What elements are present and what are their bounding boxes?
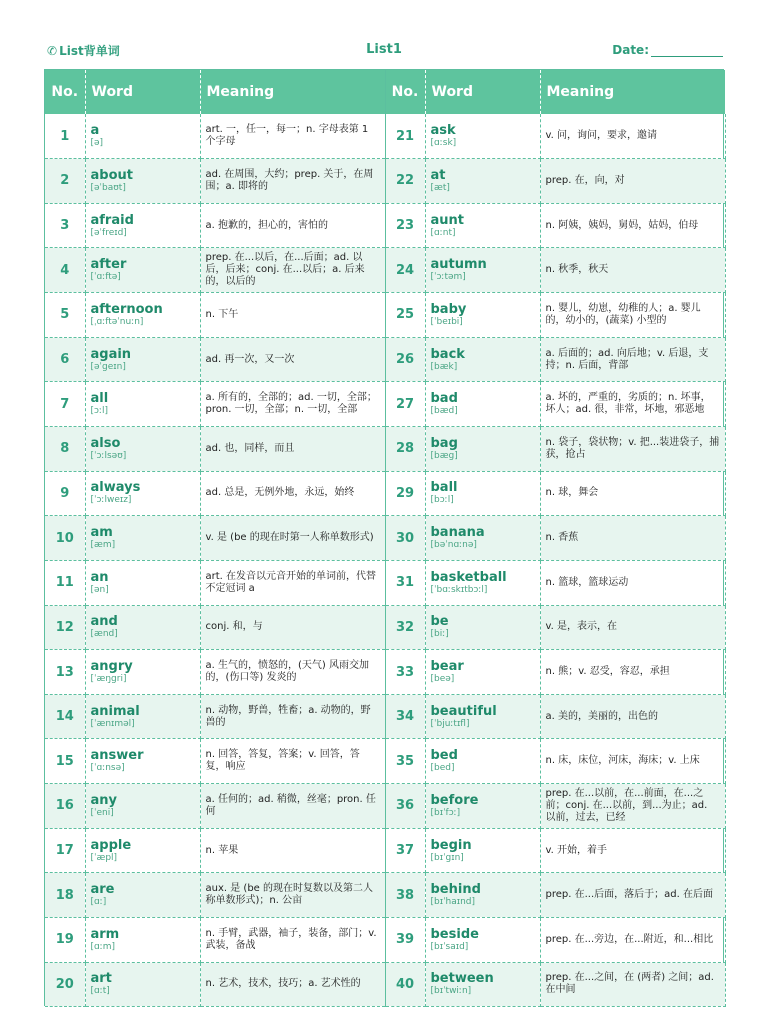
phonetic-text: [ˈeni] — [90, 807, 114, 818]
word-cell — [425, 873, 540, 918]
table-row — [45, 650, 725, 695]
meaning-text: n. 下午 — [205, 308, 239, 320]
word-number: 30 — [385, 516, 425, 561]
meaning-cell — [200, 471, 385, 516]
meaning-text: prep. 在...以后，在...后面；ad. 以后，后来；conj. 在...以后；a. 后来的，以后的 — [205, 252, 365, 288]
word-cell — [425, 248, 540, 293]
word-number: 38 — [385, 873, 425, 918]
meaning-text: art. 在发音以元音开始的单词前，代替不定冠词 a — [205, 570, 377, 594]
word-cell — [85, 605, 200, 650]
word-cell — [425, 114, 540, 159]
phonetic-text: [bɪˈgɪn] — [430, 852, 464, 863]
word-text: am — [90, 525, 113, 541]
table-row — [45, 203, 725, 248]
word-text: again — [90, 346, 132, 362]
col-header-no: No. — [385, 70, 425, 114]
word-number: 39 — [385, 918, 425, 963]
phonetic-text: [ˈbɑːskɪtbɔːl] — [430, 584, 488, 595]
word-number: 25 — [385, 293, 425, 338]
meaning-cell — [200, 516, 385, 561]
word-number: 36 — [385, 784, 425, 829]
phonetic-text: [bɪˈtwiːn] — [430, 986, 472, 997]
word-text: about — [90, 167, 133, 183]
meaning-cell — [540, 159, 725, 204]
meaning-text: a. 抱歉的，担心的，害怕的 — [205, 219, 328, 231]
table-row — [45, 784, 725, 829]
phonetic-text: [ˈæŋgri] — [90, 674, 127, 684]
meaning-cell — [200, 114, 385, 159]
word-cell — [425, 337, 540, 382]
phonetic-text: [ˈɔːtəm] — [430, 272, 466, 283]
word-text: beside — [430, 926, 479, 942]
word-cell — [425, 828, 540, 873]
phonetic-text: [ɔːl] — [90, 406, 108, 417]
word-cell — [85, 114, 200, 159]
word-number: 33 — [385, 650, 425, 695]
word-number: 8 — [45, 426, 85, 471]
word-number: 18 — [45, 873, 85, 918]
meaning-cell — [540, 918, 725, 963]
word-number: 1 — [45, 114, 85, 159]
word-text: always — [90, 480, 141, 496]
meaning-cell — [540, 337, 725, 382]
table-row — [45, 694, 725, 739]
word-cell — [85, 873, 200, 918]
word-cell — [85, 426, 200, 471]
brand-label: List背单词 — [59, 44, 120, 58]
table-header-row — [45, 70, 725, 114]
word-text: bag — [430, 435, 458, 451]
word-text: banana — [430, 525, 485, 541]
word-number: 27 — [385, 382, 425, 427]
word-text: beautiful — [430, 703, 497, 719]
phonetic-text: [bæk] — [430, 361, 458, 372]
meaning-cell — [200, 293, 385, 338]
meaning-cell — [540, 560, 725, 605]
word-cell — [425, 293, 540, 338]
word-cell — [425, 560, 540, 605]
meaning-text: n. 婴儿，幼崽，幼稚的人；a. 婴儿的，幼小的，(蔬菜) 小型的 — [545, 302, 701, 326]
page-header — [0, 0, 768, 70]
meaning-text: a. 后面的；ad. 向后地；v. 后退，支持；n. 后面，背部 — [545, 347, 709, 371]
word-cell — [85, 828, 200, 873]
word-text: before — [430, 792, 479, 808]
word-number: 22 — [385, 159, 425, 204]
table-row — [45, 739, 725, 784]
meaning-text: n. 袋子，袋状物；v. 把...装进袋子，捕获，抢占 — [545, 436, 720, 460]
col-header-meaning: Meaning — [200, 70, 385, 114]
word-text: aunt — [430, 212, 464, 228]
meaning-cell — [540, 203, 725, 248]
word-text: between — [430, 971, 494, 987]
table-row — [45, 605, 725, 650]
col-header-word: Word — [425, 70, 540, 114]
word-number: 4 — [45, 248, 85, 293]
word-text: ball — [430, 480, 458, 496]
word-text: bed — [430, 748, 458, 764]
word-cell — [425, 471, 540, 516]
meaning-text: a. 美的，美丽的，出色的 — [545, 710, 658, 722]
word-number: 20 — [45, 962, 85, 1007]
meaning-text: prep. 在...以前，在...前面，在...之前；conj. 在...以前，到...为止；ad. 以前，过去，已经 — [545, 787, 708, 823]
phone-icon: ✆ — [47, 44, 58, 58]
phonetic-text: [əˈbaʊt] — [90, 182, 126, 193]
vocab-table — [44, 69, 724, 1006]
meaning-cell — [200, 248, 385, 293]
table-row — [45, 426, 725, 471]
word-cell — [425, 382, 540, 427]
meaning-cell — [200, 203, 385, 248]
word-cell — [85, 694, 200, 739]
word-text: arm — [90, 926, 120, 942]
meaning-text: n. 香蕉 — [545, 532, 579, 544]
word-text: bad — [430, 391, 458, 407]
meaning-cell — [540, 650, 725, 695]
meaning-cell — [540, 739, 725, 784]
meaning-cell — [540, 828, 725, 873]
meaning-text: ad. 在周围，大约；prep. 关于，在周围；a. 即将的 — [205, 168, 374, 192]
phonetic-text: [ˈbjuːtɪfl] — [430, 718, 470, 729]
word-cell — [425, 918, 540, 963]
phonetic-text: [əˈgeɪn] — [90, 361, 126, 372]
table-row — [45, 114, 725, 159]
col-header-meaning: Meaning — [540, 70, 725, 114]
phonetic-text: [ˈɔːlsəʊ] — [90, 450, 127, 461]
meaning-text: conj. 和，与 — [205, 621, 263, 633]
word-text: all — [90, 391, 109, 407]
word-cell — [425, 426, 540, 471]
word-text: afternoon — [90, 301, 163, 317]
meaning-cell — [540, 426, 725, 471]
table-row — [45, 962, 725, 1007]
word-number: 21 — [385, 114, 425, 159]
meaning-cell — [200, 918, 385, 963]
word-number: 28 — [385, 426, 425, 471]
word-number: 11 — [45, 560, 85, 605]
table-row — [45, 248, 725, 293]
table-row — [45, 471, 725, 516]
word-number: 9 — [45, 471, 85, 516]
meaning-text: v. 是 (be 的现在时第一人称单数形式) — [205, 532, 374, 544]
word-text: art — [90, 971, 112, 987]
phonetic-text: [bɪˈhaɪnd] — [430, 897, 476, 908]
meaning-text: n. 艺术，技术，技巧；a. 艺术性的 — [205, 978, 361, 990]
meaning-text: n. 球，舞会 — [545, 487, 599, 499]
word-text: angry — [90, 659, 133, 674]
meaning-cell — [200, 694, 385, 739]
word-cell — [85, 471, 200, 516]
meaning-text: prep. 在...之间，在 (两者) 之间；ad. 在中间 — [545, 972, 714, 996]
phonetic-text: [ən] — [90, 584, 109, 595]
phonetic-text: [ɑː] — [90, 897, 107, 908]
meaning-text: v. 问，询问，要求，邀请 — [545, 130, 657, 142]
meaning-cell — [540, 873, 725, 918]
word-cell — [85, 516, 200, 561]
meaning-cell — [540, 516, 725, 561]
meaning-cell — [200, 873, 385, 918]
word-cell — [85, 337, 200, 382]
meaning-text: n. 动物，野兽，牲畜；a. 动物的，野兽的 — [205, 704, 371, 728]
word-number: 34 — [385, 694, 425, 739]
meaning-text: ad. 总是，无例外地，永远，始终 — [205, 487, 355, 499]
word-number: 26 — [385, 337, 425, 382]
word-number: 6 — [45, 337, 85, 382]
word-number: 15 — [45, 739, 85, 784]
word-text: autumn — [430, 257, 487, 273]
meaning-cell — [200, 739, 385, 784]
word-cell — [85, 248, 200, 293]
phonetic-text: [əˈfreɪd] — [90, 227, 127, 238]
meaning-cell — [200, 784, 385, 829]
meaning-text: n. 熊；v. 忍受，容忍，承担 — [545, 666, 670, 677]
word-cell — [425, 159, 540, 204]
meaning-cell — [540, 471, 725, 516]
phonetic-text: [ˈɑːftə] — [90, 272, 121, 283]
word-number: 16 — [45, 784, 85, 829]
word-text: a — [90, 123, 100, 139]
word-cell — [425, 650, 540, 695]
meaning-cell — [540, 382, 725, 427]
meaning-text: v. 开始，着手 — [545, 844, 607, 856]
table-row — [45, 828, 725, 873]
word-text: animal — [90, 703, 140, 719]
word-cell — [425, 203, 540, 248]
phonetic-text: [ɑːm] — [90, 941, 116, 952]
word-cell — [85, 739, 200, 784]
phonetic-text: [æt] — [430, 182, 450, 193]
word-number: 2 — [45, 159, 85, 204]
meaning-text: ad. 再一次，又一次 — [205, 353, 295, 365]
word-number: 40 — [385, 962, 425, 1007]
phonetic-text: [ˈæpl] — [90, 852, 118, 863]
word-cell — [425, 784, 540, 829]
meaning-text: art. 一，任一，每一；n. 字母表第 1 个字母 — [205, 124, 369, 148]
meaning-text: v. 是，表示，在 — [545, 621, 617, 633]
meaning-text: a. 生气的，愤怒的，(天气) 风雨交加的，(伤口等) 发炎的 — [205, 660, 369, 683]
meaning-text: prep. 在...后面，落后于；ad. 在后面 — [545, 889, 713, 901]
date-blank-line — [651, 44, 723, 57]
meaning-cell — [200, 560, 385, 605]
meaning-text: prep. 在...旁边，在...附近，和...相比 — [545, 933, 714, 945]
word-text: an — [90, 569, 109, 585]
meaning-cell — [540, 114, 725, 159]
word-text: ask — [430, 123, 456, 139]
meaning-cell — [540, 962, 725, 1007]
word-text: are — [90, 882, 115, 898]
meaning-cell — [200, 605, 385, 650]
date-label: Date: — [612, 43, 649, 57]
word-text: back — [430, 346, 465, 362]
meaning-text: n. 回答，答复，答案；v. 回答，答复，响应 — [205, 749, 360, 773]
table-row — [45, 516, 725, 561]
word-cell — [85, 650, 200, 695]
table-row — [45, 337, 725, 382]
phonetic-text: [bed] — [430, 763, 455, 774]
meaning-text: ad. 也，同样，而且 — [205, 442, 295, 454]
word-number: 5 — [45, 293, 85, 338]
meaning-text: n. 阿姨，姨妈，舅妈，姑妈，伯母 — [545, 219, 699, 231]
meaning-text: n. 床，床位，河床，海床；v. 上床 — [545, 755, 700, 767]
word-text: any — [90, 792, 118, 808]
table-row — [45, 873, 725, 918]
word-text: baby — [430, 301, 467, 317]
phonetic-text: [bəˈnɑːnə] — [430, 540, 477, 551]
word-number: 31 — [385, 560, 425, 605]
word-number: 29 — [385, 471, 425, 516]
word-cell — [425, 516, 540, 561]
word-cell — [85, 382, 200, 427]
word-text: bear — [430, 659, 464, 674]
meaning-cell — [200, 337, 385, 382]
phonetic-text: [bæd] — [430, 406, 458, 417]
phonetic-text: [ˌɑːftəˈnuːn] — [90, 316, 144, 327]
meaning-text: n. 手臂，武器，袖子，装备，部门；v. 武装，备战 — [205, 927, 377, 951]
word-cell — [425, 694, 540, 739]
word-number: 23 — [385, 203, 425, 248]
meaning-cell — [540, 605, 725, 650]
meaning-cell — [540, 784, 725, 829]
word-cell — [425, 739, 540, 784]
word-number: 24 — [385, 248, 425, 293]
phonetic-text: [ˈɔːlweɪz] — [90, 495, 132, 506]
word-number: 35 — [385, 739, 425, 784]
phonetic-text: [æm] — [90, 540, 116, 551]
word-number: 32 — [385, 605, 425, 650]
meaning-text: n. 篮球，篮球运动 — [545, 576, 629, 588]
phonetic-text: [ɑːt] — [90, 986, 110, 997]
meaning-text: a. 坏的，严重的，劣质的；n. 坏事，坏人；ad. 很，非常，坏地，邪恶地 — [545, 392, 711, 416]
meaning-cell — [200, 426, 385, 471]
phonetic-text: [ˈænɪməl] — [90, 718, 135, 729]
meaning-text: a. 任何的；ad. 稍微，丝毫；pron. 任何 — [205, 793, 376, 817]
meaning-text: prep. 在，向，对 — [545, 174, 625, 186]
phonetic-text: [bæg] — [430, 450, 458, 461]
meaning-cell — [540, 293, 725, 338]
word-cell — [425, 962, 540, 1007]
col-header-no: No. — [45, 70, 85, 114]
word-text: afraid — [90, 212, 134, 228]
word-text: basketball — [430, 569, 507, 585]
word-number: 37 — [385, 828, 425, 873]
word-text: behind — [430, 882, 481, 898]
table-row — [45, 159, 725, 204]
table-row — [45, 293, 725, 338]
phonetic-text: [beə] — [430, 674, 455, 684]
phonetic-text: [biː] — [430, 629, 449, 640]
phonetic-text: [bɪˈfɔː] — [430, 807, 461, 818]
word-cell — [85, 203, 200, 248]
phonetic-text: [ɑːsk] — [430, 138, 457, 149]
word-number: 14 — [45, 694, 85, 739]
word-cell — [85, 560, 200, 605]
word-cell — [85, 918, 200, 963]
word-cell — [85, 293, 200, 338]
word-cell — [85, 784, 200, 829]
meaning-cell — [200, 828, 385, 873]
meaning-text: n. 秋季，秋天 — [545, 264, 609, 276]
word-number: 12 — [45, 605, 85, 650]
word-number: 10 — [45, 516, 85, 561]
meaning-cell — [200, 159, 385, 204]
table-row — [45, 560, 725, 605]
col-header-word: Word — [85, 70, 200, 114]
word-text: after — [90, 257, 127, 273]
word-cell — [425, 605, 540, 650]
word-number: 13 — [45, 650, 85, 695]
word-text: apple — [90, 837, 132, 853]
meaning-text: a. 所有的，全部的；ad. 一切，全部；pron. 一切，全部；n. 一切，全部 — [205, 392, 377, 416]
phonetic-text: [ˈɑːnsə] — [90, 763, 125, 774]
table-row — [45, 382, 725, 427]
word-number: 3 — [45, 203, 85, 248]
meaning-cell — [540, 248, 725, 293]
meaning-text: n. 苹果 — [205, 844, 239, 856]
word-cell — [85, 159, 200, 204]
phonetic-text: [ə] — [90, 138, 104, 149]
meaning-cell — [540, 694, 725, 739]
meaning-cell — [200, 382, 385, 427]
word-text: also — [90, 435, 121, 451]
word-number: 7 — [45, 382, 85, 427]
phonetic-text: [ˈbeɪbi] — [430, 316, 463, 327]
word-number: 17 — [45, 828, 85, 873]
date-field — [612, 43, 723, 57]
meaning-cell — [200, 650, 385, 695]
meaning-cell — [200, 962, 385, 1007]
word-text: begin — [430, 837, 472, 853]
phonetic-text: [bɔːl] — [430, 495, 454, 506]
word-text: at — [430, 167, 446, 183]
word-cell — [85, 962, 200, 1007]
word-text: and — [90, 614, 118, 630]
meaning-text: aux. 是 (be 的现在时复数以及第二人称单数形式)；n. 公亩 — [205, 883, 373, 907]
list-title: List1 — [366, 42, 402, 57]
word-number: 19 — [45, 918, 85, 963]
phonetic-text: [ɑːnt] — [430, 227, 456, 238]
phonetic-text: [bɪˈsaɪd] — [430, 941, 469, 952]
word-text: answer — [90, 748, 144, 764]
word-text: be — [430, 614, 449, 630]
phonetic-text: [ænd] — [90, 629, 118, 640]
table-row — [45, 918, 725, 963]
